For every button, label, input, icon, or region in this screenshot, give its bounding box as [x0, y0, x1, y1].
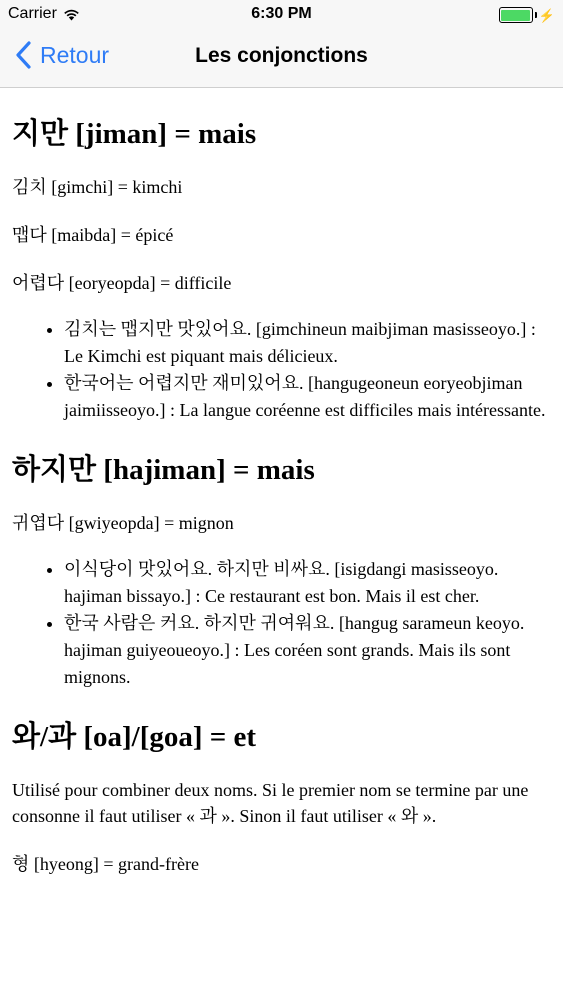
back-button-label: Retour — [40, 41, 110, 68]
page-title: Les conjonctions — [195, 44, 368, 67]
status-time: 6:30 PM — [251, 5, 312, 22]
carrier-label: Carrier — [8, 5, 57, 22]
vocab-item: 김치 [gimchi] = kimchi — [12, 177, 183, 197]
example-item: • 이식당이 맛있어요. 하지만 비싸요. [isigdangi masisseoyo. hajiman bissayo.] : Ce restaurant est bon. Mais il est cher. — [64, 556, 551, 610]
example-item: • 한국 사람은 커요. 하지만 귀여워요. [hangug sarameun keoyo. hajiman guiyeoueoyo.] : Les coréen sont grands. Mais ils sont mignons. — [64, 610, 551, 691]
section-heading-jiman: 지만 [jiman] = mais — [12, 118, 257, 150]
vocab-item: 형 [hyeong] = grand-frère — [12, 854, 199, 874]
battery-level-fill — [501, 10, 530, 21]
battery-icon — [499, 7, 533, 23]
example-item: • 한국어는 어렵지만 재미있어요. [hangugeoneun eoryeobjiman jaimiisseoyo.] : La langue coréenne est difficiles mais intéressante. — [64, 370, 551, 424]
vocab-item: 맵다 [maibda] = épicé — [12, 225, 174, 245]
charging-bolt-icon: ⚡ — [538, 7, 555, 23]
example-list — [12, 316, 551, 424]
navigation-bar — [0, 30, 563, 88]
battery-tip — [535, 12, 537, 18]
status-right — [499, 7, 555, 23]
vocab-item: 귀엽다 [gwiyeopda] = mignon — [12, 513, 234, 533]
section-heading-oa-goa: 와/과 [oa]/[goa] = et — [12, 721, 257, 753]
section-heading-hajiman: 하지만 [hajiman] = mais — [12, 454, 315, 486]
example-list — [12, 556, 551, 691]
status-bar — [0, 0, 563, 30]
lesson-content[interactable] — [0, 88, 563, 1000]
vocab-item: 어렵다 [eoryeopda] = difficile — [12, 273, 232, 293]
section-intro: Utilisé pour combiner deux noms. Si le premier nom se termine par une consonne il faut utiliser « 과 ». Sinon il faut utiliser « 와 ». — [12, 780, 529, 826]
example-item: • 김치는 맵지만 맛있어요. [gimchineun maibjiman masisseoyo.] : Le Kimchi est piquant mais délicieux. — [64, 316, 551, 370]
